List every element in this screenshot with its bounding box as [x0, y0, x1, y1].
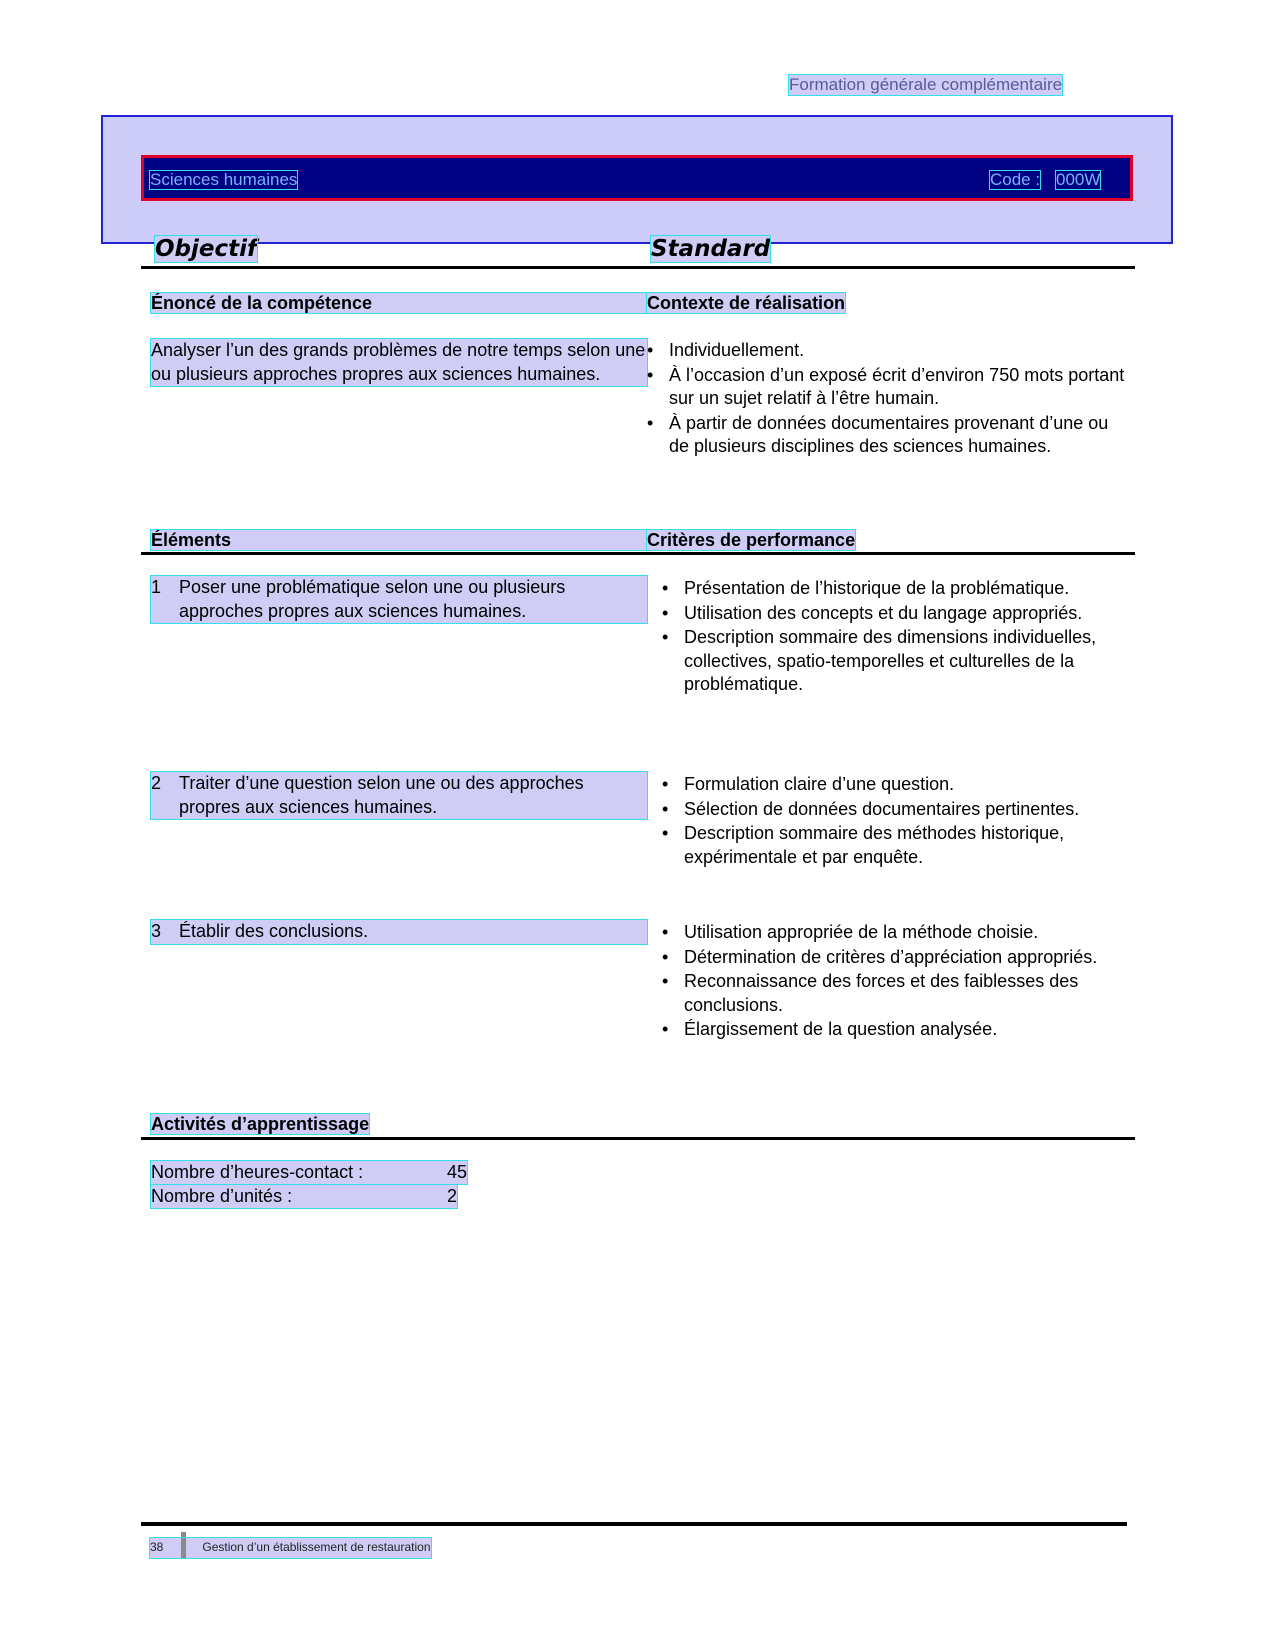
units-row: [151, 1185, 457, 1208]
units-label: Nombre d’unités :: [151, 1186, 293, 1206]
column-head-standard: Standard: [651, 236, 771, 262]
discipline-title: Sciences humaines: [150, 170, 298, 189]
footer: [150, 1538, 431, 1558]
code-value: 000W: [1056, 170, 1101, 189]
list-item: • Présentation de l’historique de la problématique.: [684, 577, 1114, 601]
list-item: • Sélection de données documentaires pertinentes.: [684, 798, 1124, 822]
competence-heading: Énoncé de la compétence: [151, 293, 647, 313]
element-number: 3: [151, 921, 162, 941]
element-text: Établir des conclusions.: [179, 921, 369, 941]
running-title: Formation générale complémentaire: [789, 75, 1063, 94]
elements-heading: Éléments: [151, 530, 647, 550]
footer-rule: [141, 1522, 1127, 1526]
competence-text: Analyser l’un des grands problèmes de notre temps selon une ou plusieurs approches propres aux sciences humaines.: [151, 339, 647, 386]
list-item: • Description sommaire des dimensions individuelles, collectives, spatio-temporelles et culturelles de la problématique.: [684, 626, 1114, 697]
list-item: • Utilisation des concepts et du langage appropriés.: [684, 602, 1114, 626]
code-label: Code :: [990, 170, 1041, 189]
element-3: [151, 920, 647, 944]
element-2: [151, 772, 647, 819]
context-heading: Contexte de réalisation: [647, 293, 846, 313]
rule-elements: [141, 552, 1135, 555]
context-list: [669, 339, 1129, 460]
criteria-list-2: [684, 773, 1124, 870]
list-item: • Élargissement de la question analysée.: [684, 1018, 1114, 1042]
element-1: [151, 576, 647, 623]
hours-value: 45: [447, 1162, 468, 1182]
list-item: • Détermination de critères d’appréciation appropriés.: [684, 946, 1114, 970]
title-bar: [141, 155, 1133, 201]
list-item: • Utilisation appropriée de la méthode choisie.: [684, 921, 1114, 945]
element-number: 2: [151, 773, 162, 793]
list-item: • Description sommaire des méthodes historique, expérimentale et par enquête.: [684, 822, 1124, 869]
element-number: 1: [151, 577, 162, 597]
hours-row: [151, 1161, 467, 1184]
units-value: 2: [447, 1186, 458, 1206]
column-head-objectif: Objectif: [155, 236, 258, 262]
criteria-heading: Critères de performance: [647, 530, 856, 550]
criteria-list-3: [684, 921, 1114, 1043]
page-number: 38: [150, 1540, 164, 1555]
hours-label: Nombre d’heures-contact :: [151, 1162, 364, 1182]
list-item: • À l’occasion d’un exposé écrit d’environ 750 mots portant sur un sujet relatif à l’être humain.: [669, 364, 1129, 411]
footer-text: Gestion d’un établissement de restauration: [202, 1540, 431, 1555]
rule-activities: [141, 1137, 1135, 1140]
footer-separator: [181, 1532, 186, 1558]
list-item: • Individuellement.: [669, 339, 1129, 363]
list-item: • Reconnaissance des forces et des faiblesses des conclusions.: [684, 970, 1114, 1017]
rule-top: [141, 266, 1135, 269]
list-item: • À partir de données documentaires provenant d’une ou de plusieurs disciplines des sciences humaines.: [669, 412, 1129, 459]
criteria-list-1: [684, 577, 1114, 698]
activities-heading: Activités d’apprentissage: [151, 1114, 370, 1134]
element-text: Traiter d’une question selon une ou des approches propres aux sciences humaines.: [179, 773, 584, 817]
element-text: Poser une problématique selon une ou plusieurs approches propres aux sciences humaines.: [179, 577, 566, 621]
list-item: • Formulation claire d’une question.: [684, 773, 1124, 797]
